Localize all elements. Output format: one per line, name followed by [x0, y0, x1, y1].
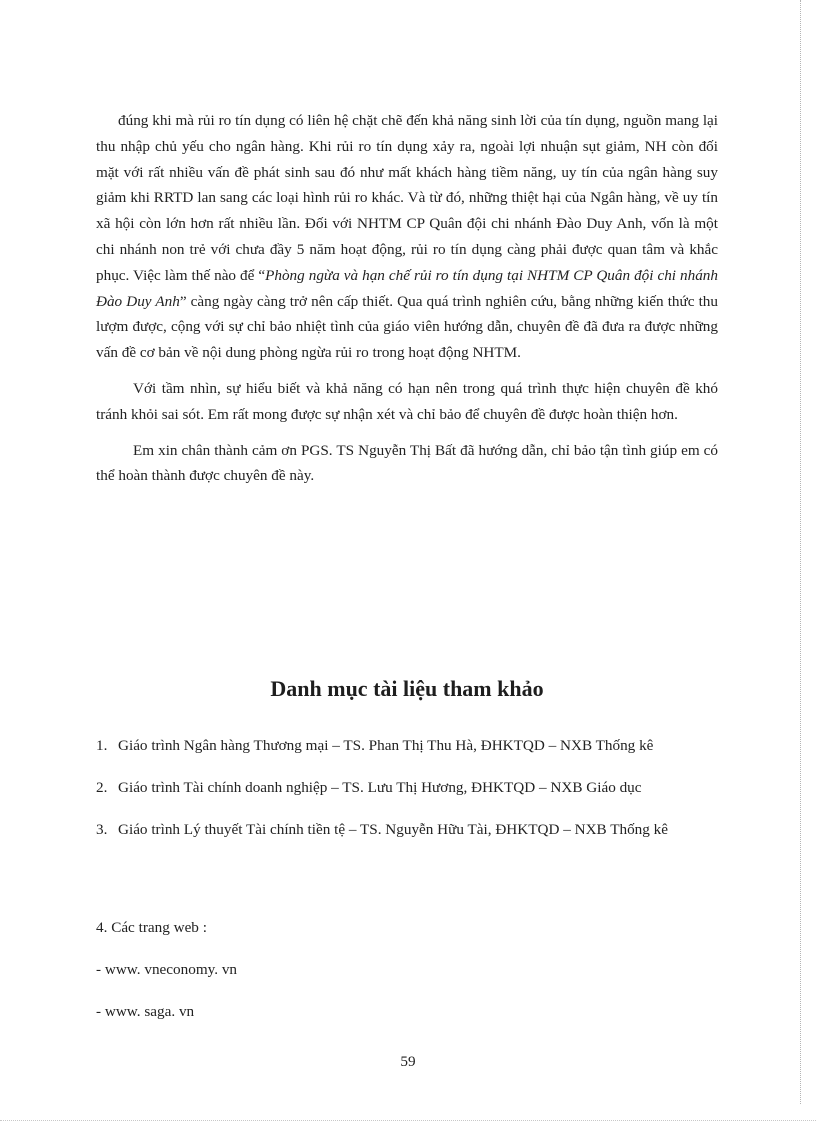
references-list — [96, 733, 718, 859]
references-heading: Danh mục tài liệu tham khảo — [270, 676, 544, 701]
website-item: - www. vneconomy. vn — [96, 961, 238, 978]
italic-title: Phòng ngừa và hạn chế rủi ro tín dụng tại NHTM CP Quân đội chi nhánh Đào Duy Anh — [96, 266, 718, 310]
page-border-right — [800, 0, 801, 1104]
paragraph-1: đúng khi mà rủi ro tín dụng có liên hệ chặt chẽ đến khả năng sinh lời của tín dụng, nguồn mang lại thu nhập chủ yếu cho ngân hàng. Khi rủi ro tín dụng xảy ra, ngoài lợi nhuận sụt giảm, NH còn đối mặt với rất nhiều vấn đề phát sinh sau đó như mất khách hàng tiềm năng, uy tín của ngân hàng suy giảm khi RRTD lan sang các loại hình rủi ro khác. Và từ đó, những thiệt hại của Ngân hàng, về uy tín xã hội còn lớn hơn rất nhiều lần. Đối với NHTM CP Quân đội chi nhánh Đào Duy Anh, vốn là một chi nhánh non trẻ với chưa đầy 5 năm hoạt động, rủi ro tín dụng càng phải được quan tâm và khắc phục. Việc làm thế nào để “Phòng ngừa và hạn chế rủi ro tín dụng tại NHTM CP Quân đội chi nhánh Đào Duy Anh” càng ngày càng trở nên cấp thiết. Qua quá trình nghiên cứu, bằng những kiến thức thu lượm được, cộng với sự chỉ bảo nhiệt tình của giáo viên hướng dẫn, chuyên đề đã đưa ra được những vấn đề cơ bản về nội dung phòng ngừa rủi ro trong hoạt động NHTM. — [96, 112, 718, 362]
reference-item: 1. Giáo trình Ngân hàng Thương mại – TS. Phan Thị Thu Hà, ĐHKTQD – NXB Thống kê — [96, 737, 654, 754]
page-border-bottom — [0, 1120, 816, 1121]
paragraph-3: Em xin chân thành cảm ơn PGS. TS Nguyễn Thị Bất đã hướng dẫn, chỉ bảo tận tình giúp em có thể hoàn thành được chuyên đề này. — [96, 441, 718, 485]
body-text — [96, 108, 718, 489]
reference-item: 3. Giáo trình Lý thuyết Tài chính tiền tệ – TS. Nguyễn Hữu Tài, ĐHKTQD – NXB Thống kê — [96, 821, 668, 838]
paragraph-2: Với tầm nhìn, sự hiểu biết và khả năng có hạn nên trong quá trình thực hiện chuyên đề khó tránh khỏi sai sót. Em rất mong được sự nhận xét và chỉ bảo để chuyên đề được hoàn thiện hơn. — [96, 379, 718, 423]
reference-websites-label: 4. Các trang web : — [96, 919, 207, 936]
page-number: 59 — [400, 1053, 416, 1070]
website-item: - www. saga. vn — [96, 1003, 195, 1020]
reference-item: 2. Giáo trình Tài chính doanh nghiệp – TS. Lưu Thị Hương, ĐHKTQD – NXB Giáo dục — [96, 779, 642, 796]
